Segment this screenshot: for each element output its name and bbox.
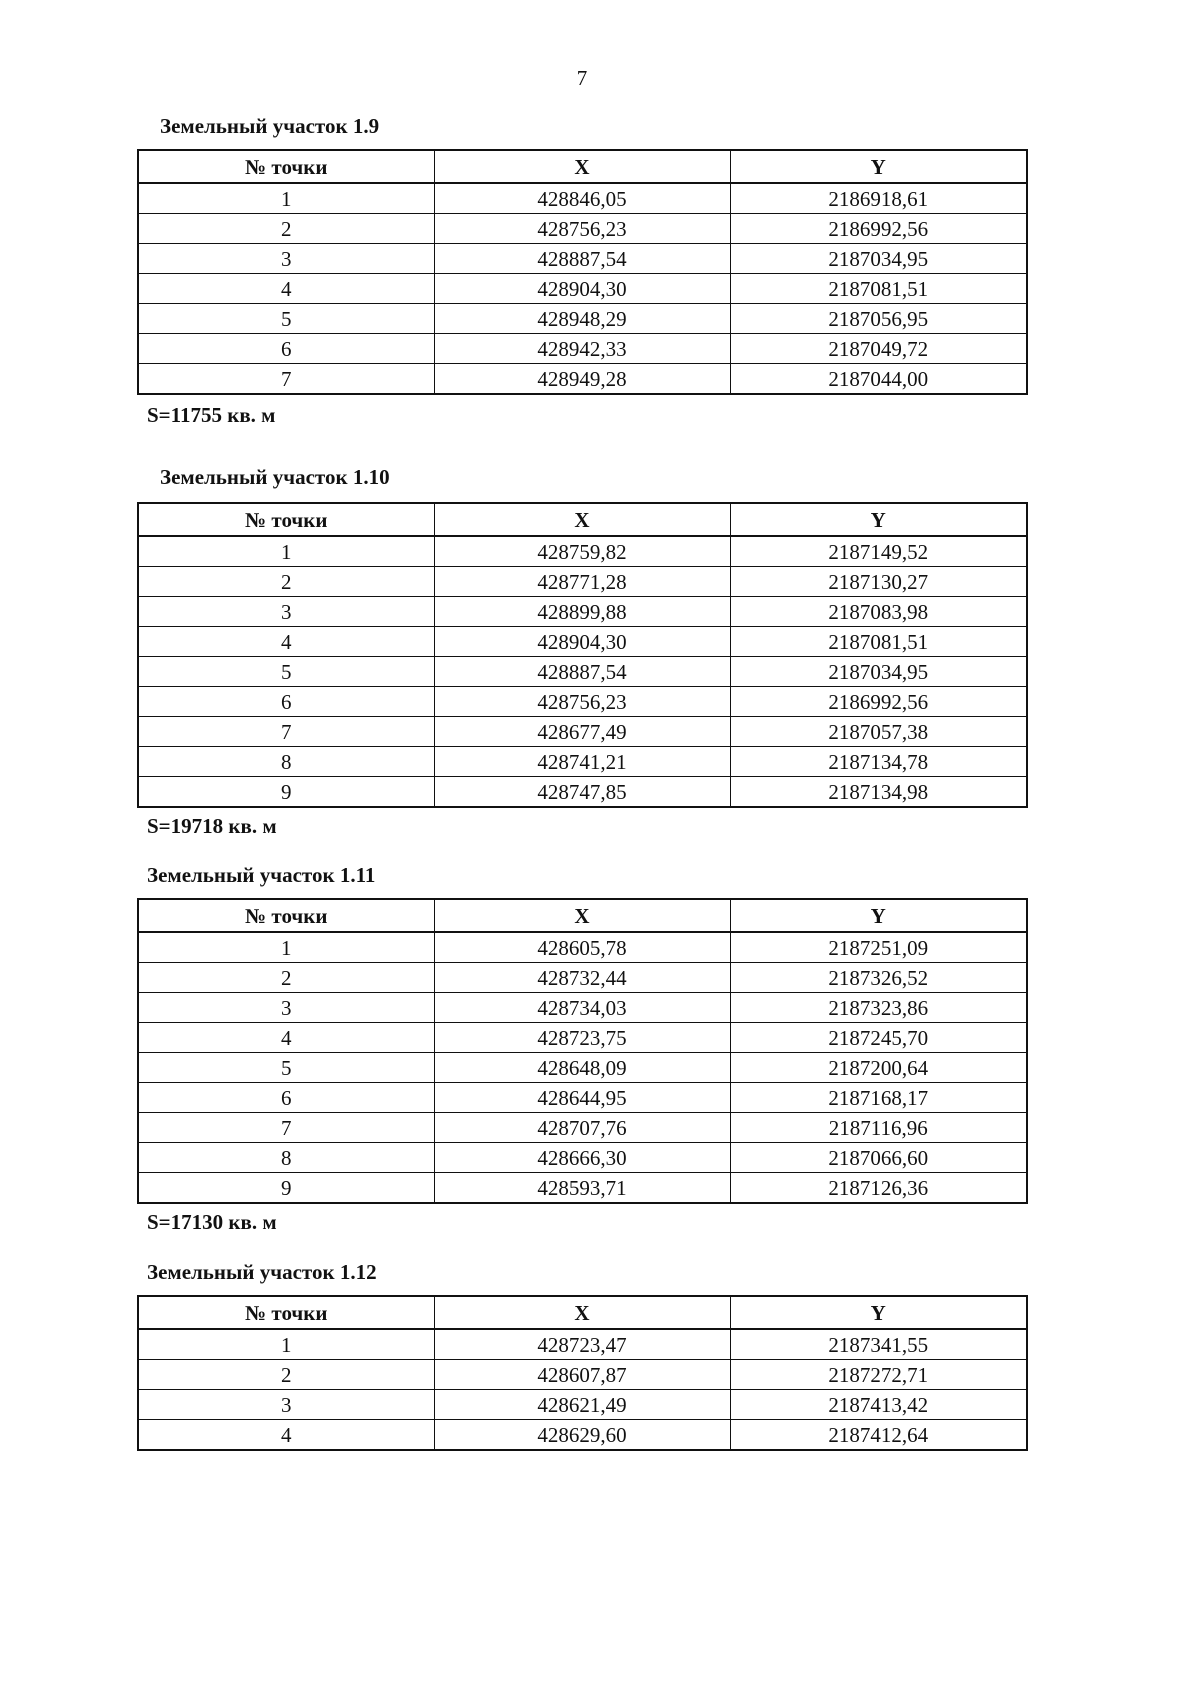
y-coordinate-cell: 2187134,78 xyxy=(730,747,1027,777)
point-number-cell: 6 xyxy=(138,687,434,717)
plot-title: Земельный участок 1.9 xyxy=(160,114,380,138)
x-coordinate-cell: 428904,30 xyxy=(434,627,730,657)
y-coordinate-cell: 2187341,55 xyxy=(730,1329,1027,1360)
table-header-row xyxy=(138,503,1027,536)
y-coordinate-header: Y xyxy=(730,503,1027,536)
x-coordinate-cell: 428771,28 xyxy=(434,567,730,597)
table-header-row xyxy=(138,1296,1027,1329)
y-coordinate-cell: 2187149,52 xyxy=(730,536,1027,567)
table-row xyxy=(138,1143,1027,1173)
x-coordinate-cell: 428887,54 xyxy=(434,657,730,687)
point-number-cell: 4 xyxy=(138,1420,434,1451)
y-coordinate-cell: 2187081,51 xyxy=(730,274,1027,304)
y-coordinate-cell: 2187044,00 xyxy=(730,364,1027,395)
x-coordinate-cell: 428621,49 xyxy=(434,1390,730,1420)
point-number-cell: 8 xyxy=(138,747,434,777)
point-number-cell: 7 xyxy=(138,364,434,395)
table-row xyxy=(138,1420,1027,1451)
page-number: 7 xyxy=(576,66,588,90)
y-coordinate-cell: 2187134,98 xyxy=(730,777,1027,808)
x-coordinate-cell: 428644,95 xyxy=(434,1083,730,1113)
x-coordinate-cell: 428741,21 xyxy=(434,747,730,777)
x-coordinate-cell: 428887,54 xyxy=(434,244,730,274)
plot-area: S=11755 кв. м xyxy=(147,403,276,427)
table-row xyxy=(138,1053,1027,1083)
y-coordinate-cell: 2187245,70 xyxy=(730,1023,1027,1053)
table-row xyxy=(138,1083,1027,1113)
point-number-cell: 7 xyxy=(138,1113,434,1143)
point-number-cell: 4 xyxy=(138,274,434,304)
table-row xyxy=(138,274,1027,304)
point-number-cell: 2 xyxy=(138,567,434,597)
x-coordinate-cell: 428605,78 xyxy=(434,932,730,963)
point-number-header: № точки xyxy=(138,1296,434,1329)
point-number-cell: 3 xyxy=(138,1390,434,1420)
y-coordinate-header: Y xyxy=(730,899,1027,932)
y-coordinate-cell: 2187116,96 xyxy=(730,1113,1027,1143)
plot-title: Земельный участок 1.12 xyxy=(147,1260,377,1284)
table-header-row xyxy=(138,899,1027,932)
x-coordinate-cell: 428904,30 xyxy=(434,274,730,304)
point-number-cell: 1 xyxy=(138,932,434,963)
point-number-cell: 6 xyxy=(138,334,434,364)
x-coordinate-cell: 428759,82 xyxy=(434,536,730,567)
point-number-cell: 9 xyxy=(138,777,434,808)
coordinates-table xyxy=(137,1295,1028,1451)
y-coordinate-cell: 2187413,42 xyxy=(730,1390,1027,1420)
coordinates-table xyxy=(137,149,1028,395)
point-number-cell: 2 xyxy=(138,214,434,244)
point-number-cell: 9 xyxy=(138,1173,434,1204)
point-number-cell: 5 xyxy=(138,657,434,687)
point-number-header: № точки xyxy=(138,503,434,536)
x-coordinate-header: X xyxy=(434,503,730,536)
y-coordinate-cell: 2187168,17 xyxy=(730,1083,1027,1113)
x-coordinate-cell: 428756,23 xyxy=(434,687,730,717)
y-coordinate-cell: 2187083,98 xyxy=(730,597,1027,627)
point-number-cell: 2 xyxy=(138,963,434,993)
y-coordinate-cell: 2187034,95 xyxy=(730,657,1027,687)
point-number-header: № точки xyxy=(138,150,434,183)
y-coordinate-cell: 2187130,27 xyxy=(730,567,1027,597)
table-row xyxy=(138,536,1027,567)
table-row xyxy=(138,334,1027,364)
table-row xyxy=(138,993,1027,1023)
point-number-cell: 1 xyxy=(138,1329,434,1360)
point-number-cell: 6 xyxy=(138,1083,434,1113)
table-row xyxy=(138,244,1027,274)
table-row xyxy=(138,1023,1027,1053)
point-number-cell: 3 xyxy=(138,597,434,627)
table-row xyxy=(138,657,1027,687)
x-coordinate-cell: 428747,85 xyxy=(434,777,730,808)
point-number-cell: 4 xyxy=(138,1023,434,1053)
x-coordinate-cell: 428593,71 xyxy=(434,1173,730,1204)
table-row xyxy=(138,214,1027,244)
x-coordinate-cell: 428707,76 xyxy=(434,1113,730,1143)
point-number-cell: 5 xyxy=(138,304,434,334)
x-coordinate-cell: 428666,30 xyxy=(434,1143,730,1173)
x-coordinate-cell: 428899,88 xyxy=(434,597,730,627)
y-coordinate-cell: 2186992,56 xyxy=(730,214,1027,244)
y-coordinate-cell: 2187326,52 xyxy=(730,963,1027,993)
x-coordinate-cell: 428756,23 xyxy=(434,214,730,244)
x-coordinate-header: X xyxy=(434,1296,730,1329)
coordinates-table xyxy=(137,502,1028,808)
y-coordinate-cell: 2187412,64 xyxy=(730,1420,1027,1451)
point-number-cell: 4 xyxy=(138,627,434,657)
y-coordinate-cell: 2187034,95 xyxy=(730,244,1027,274)
point-number-cell: 2 xyxy=(138,1360,434,1390)
table-row xyxy=(138,687,1027,717)
plot-area: S=17130 кв. м xyxy=(147,1210,277,1234)
point-number-cell: 8 xyxy=(138,1143,434,1173)
table-row xyxy=(138,364,1027,395)
table-row xyxy=(138,777,1027,808)
point-number-cell: 1 xyxy=(138,183,434,214)
x-coordinate-header: X xyxy=(434,899,730,932)
point-number-cell: 7 xyxy=(138,717,434,747)
y-coordinate-cell: 2187066,60 xyxy=(730,1143,1027,1173)
point-number-header: № точки xyxy=(138,899,434,932)
table-row xyxy=(138,1173,1027,1204)
table-row xyxy=(138,932,1027,963)
x-coordinate-cell: 428648,09 xyxy=(434,1053,730,1083)
coordinates-table xyxy=(137,898,1028,1204)
x-coordinate-cell: 428629,60 xyxy=(434,1420,730,1451)
table-row xyxy=(138,304,1027,334)
x-coordinate-cell: 428677,49 xyxy=(434,717,730,747)
x-coordinate-cell: 428607,87 xyxy=(434,1360,730,1390)
point-number-cell: 5 xyxy=(138,1053,434,1083)
y-coordinate-cell: 2187056,95 xyxy=(730,304,1027,334)
point-number-cell: 1 xyxy=(138,536,434,567)
table-row xyxy=(138,1329,1027,1360)
y-coordinate-cell: 2187049,72 xyxy=(730,334,1027,364)
y-coordinate-cell: 2186918,61 xyxy=(730,183,1027,214)
y-coordinate-cell: 2187200,64 xyxy=(730,1053,1027,1083)
x-coordinate-cell: 428734,03 xyxy=(434,993,730,1023)
x-coordinate-cell: 428846,05 xyxy=(434,183,730,214)
x-coordinate-cell: 428948,29 xyxy=(434,304,730,334)
point-number-cell: 3 xyxy=(138,993,434,1023)
x-coordinate-cell: 428949,28 xyxy=(434,364,730,395)
table-row xyxy=(138,1390,1027,1420)
table-row xyxy=(138,1113,1027,1143)
plot-area: S=19718 кв. м xyxy=(147,814,277,838)
y-coordinate-cell: 2187126,36 xyxy=(730,1173,1027,1204)
table-row xyxy=(138,627,1027,657)
plot-title: Земельный участок 1.10 xyxy=(160,465,390,489)
y-coordinate-cell: 2187081,51 xyxy=(730,627,1027,657)
table-row xyxy=(138,567,1027,597)
y-coordinate-cell: 2187057,38 xyxy=(730,717,1027,747)
table-row xyxy=(138,717,1027,747)
plot-title: Земельный участок 1.11 xyxy=(147,863,376,887)
y-coordinate-header: Y xyxy=(730,150,1027,183)
y-coordinate-cell: 2187272,71 xyxy=(730,1360,1027,1390)
table-row xyxy=(138,597,1027,627)
y-coordinate-cell: 2187251,09 xyxy=(730,932,1027,963)
x-coordinate-header: X xyxy=(434,150,730,183)
x-coordinate-cell: 428942,33 xyxy=(434,334,730,364)
y-coordinate-cell: 2186992,56 xyxy=(730,687,1027,717)
table-row xyxy=(138,963,1027,993)
table-row xyxy=(138,183,1027,214)
y-coordinate-header: Y xyxy=(730,1296,1027,1329)
table-row xyxy=(138,747,1027,777)
table-row xyxy=(138,1360,1027,1390)
x-coordinate-cell: 428732,44 xyxy=(434,963,730,993)
point-number-cell: 3 xyxy=(138,244,434,274)
table-header-row xyxy=(138,150,1027,183)
x-coordinate-cell: 428723,47 xyxy=(434,1329,730,1360)
x-coordinate-cell: 428723,75 xyxy=(434,1023,730,1053)
y-coordinate-cell: 2187323,86 xyxy=(730,993,1027,1023)
